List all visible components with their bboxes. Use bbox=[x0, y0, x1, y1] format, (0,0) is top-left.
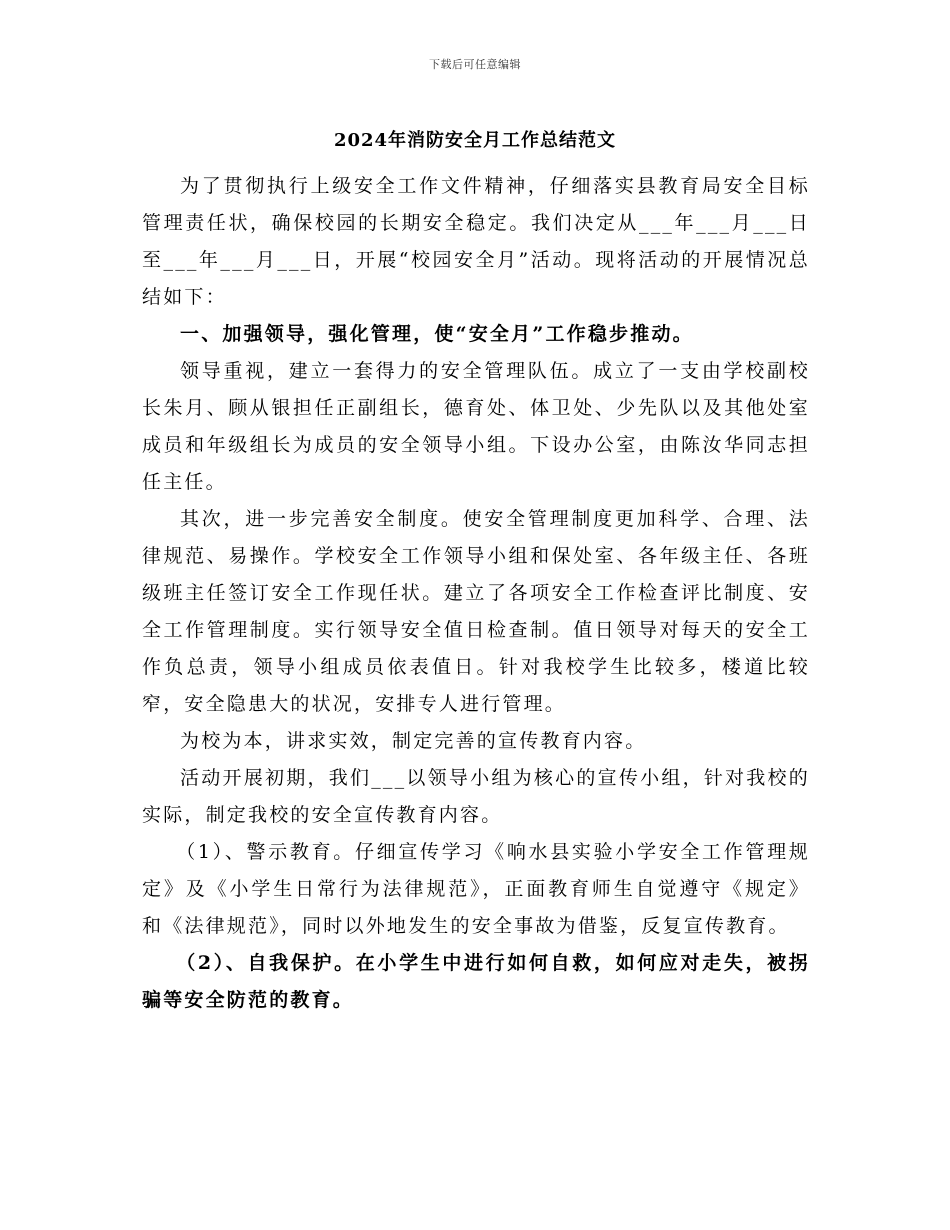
paragraph-initial: 活动开展初期，我们___以领导小组为核心的宣传小组，针对我校的实际，制定我校的安全宣传教育内容。 bbox=[142, 767, 810, 826]
paragraph-item-2: （2）、自我保护。在小学生中进行如何自救，如何应对走失，被拐骗等安全防范的教育。 bbox=[142, 952, 810, 1011]
paragraph-item-1: （1）、警示教育。仔细宣传学习《响水县实验小学安全工作管理规定》及《小学生日常行为法律规范》，正面教育师生自觉遵守《规定》和《法律规范》，同时以外地发生的安全事故为借鉴，反复宣传教育。 bbox=[142, 841, 810, 937]
section-heading-1: 一、加强领导，强化管理，使“安全月”工作稳步推动。 bbox=[180, 323, 694, 345]
paragraph-content-heading: 为校为本，讲求实效，制定完善的宣传教育内容。 bbox=[180, 730, 647, 752]
paragraph-intro: 为了贯彻执行上级安全工作文件精神，仔细落实县教育局安全目标管理责任状，确保校园的长期安全稳定。我们决定从___年___月___日至___年___月___日，开展“校园安全月”活动。现将活动的开展情况总结如下： bbox=[142, 175, 810, 308]
document-title: 2024年消防安全月工作总结范文 bbox=[333, 130, 617, 151]
paragraph-system: 其次，进一步完善安全制度。使安全管理制度更加科学、合理、法律规范、易操作。学校安全工作领导小组和保处室、各年级主任、各班级班主任签订安全工作现任状。建立了各项安全工作检查评比制度、安全工作管理制度。实行领导安全值日检查制。值日领导对每天的安全工作负总责，领导小组成员依表值日。针对我校学生比较多，楼道比较窄，安全隐患大的状况，安排专人进行管理。 bbox=[142, 508, 810, 715]
header-note: 下载后可任意编辑 bbox=[429, 58, 521, 71]
document-body bbox=[142, 168, 810, 1019]
paragraph-leadership: 领导重视，建立一套得力的安全管理队伍。成立了一支由学校副校长朱月、顾从银担任正副组长，德育处、体卫处、少先队以及其他处室成员和年级组长为成员的安全领导小组。下设办公室，由陈汝华同志担任主任。 bbox=[142, 360, 810, 493]
